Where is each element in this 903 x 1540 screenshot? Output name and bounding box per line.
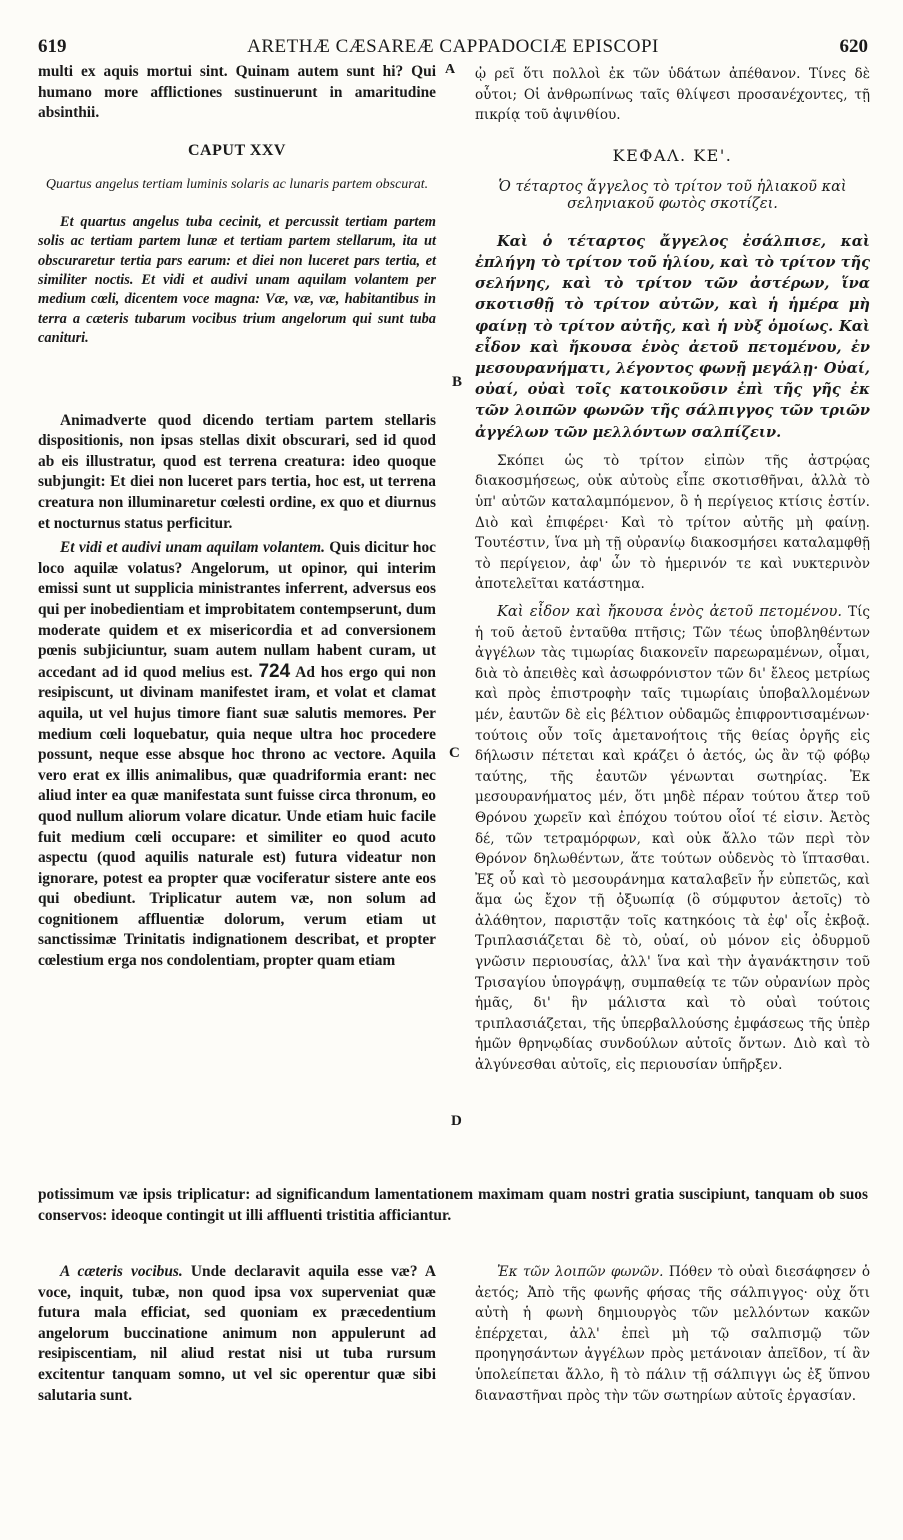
margin-mark-c: C bbox=[449, 745, 460, 761]
latin-paragraph-2-text-a: Quis dicitur hoc loco aquilæ volatus? Angelorum, ut opinor, qui interim emissi sunt ut supplicia ministrantes inferrent, adversus eos qui per inobedientiam et improbitatem contempserunt, dum moderate quidem et ex misericordia et ad conversionem pœnis subjiciuntur, suam autem nullam habent curam, ut accedant ad id quod melius est. bbox=[38, 539, 436, 681]
latin-paragraph-3 bbox=[38, 1262, 436, 1406]
running-title: ARETHÆ CÆSAREÆ CAPPADOCIÆ EPISCOPI bbox=[247, 36, 659, 57]
latin-caput-heading: CAPUT XXV bbox=[188, 141, 286, 159]
latin-lemma: Et quartus angelus tuba cecinit, et percussit tertiam partem solis ac tertiam partem lunæ et tertiam partem stellarum, ita ut obscuraretur tertia pars earum: et diei non luceret pars tertia, et similiter noctis. Et vidi et audivi unam aquilam volantem per medium cœli, dicentem voce magna: Væ, væ, væ, habitantibus in terra a cæteris tubarum vocibus trium angelorum qui sunt tuba canituri. bbox=[38, 213, 436, 347]
margin-mark-a: A bbox=[445, 62, 456, 77]
latin-paragraph-3-text: Unde declaravit aquila esse væ? A voce, inquit, tubæ, non quod ipsa vox superveniat quæ futura mala efficiat, sed quoniam ex præcedentium angelorum buccinatione animum non appulerunt ad resipiscentiam, nil aliud restat nisi ut tuba rursum excitentur tanquam somno, ut vel sic operentur quæ sibi salutaria sunt. bbox=[38, 1263, 436, 1404]
greek-paragraph-1: Σκόπει ὡς τὸ τρίτον εἰπὼν τῆς ἀστρῴας διακοσμήσεως, οὐκ αὐτοὺς εἶπε σκοτισθῆναι, ἀλλὰ τὸ ὑπ' αὐτῶν καταλαμπόμενον, ὃ ἡ περίγειος κτίσις ἐστίν. Διὸ καὶ ἐπιφέρει· Καὶ τὸ τρίτον αὐτῆς μὴ φαίνῃ. Τουτέστιν, ἵνα μὴ τῇ οὐρανίῳ διακοσμήσει καταλαμφθῇ τὸ περίγειον, ἀφ' ὧν τὸ ἡμερινόν τε καὶ νυκτερινὸν ἀποτελεῖται κατάστημα. bbox=[475, 452, 870, 593]
latin-paragraph-2-text-b: Ad hos ergo qui non resipiscunt, ut divinam manifestet iram, et volat et clamat aquila, ut vel hujus timore fiant suæ salutis memores. Per medium cœli loquebatur, quia neque ultra hoc procedere possunt, neque esse absque hoc throno ac vectore. Aquila vero erat ex illis animalibus, quæ quadriformia erant: nec aliud inter ea quæ manifestata sunt fuisse circa thronum, eo quod nullum aliorum volare dicatur. Unde etiam huic facile fuit medium cœli occupare: et similiter eo quod acuto aspectu (quod aquilis naturale est) futura videatur non ignorare, potest ea propter quæ vociferatur sistere ante eos qui obediunt. Triplicatur autem væ, non solum ad cognitionem affluentiæ dolorum, verum etiam ut sanctissimæ Trinitatis indignationem describat, et propter cœlestium erga nos condolentiam, propter quam etiam bbox=[38, 663, 436, 970]
latin-column bbox=[38, 62, 436, 972]
latin-full-width-line: potissimum væ ipsis triplicatur: ad significandum lamentationem maximam quam nostri gratia suscipiunt, tanquam ob suos conservos: ideoque contingit ut illi affluenti tristitia afficiantur. bbox=[38, 1186, 868, 1224]
greek-column bbox=[475, 64, 870, 1076]
greek-paragraph-3-text: Πόθεν τὸ οὐαὶ διεσάφησεν ὁ ἀετός; Ἀπὸ τῆς φωνῆς φήσας τῆς σάλπιγγος· οὐχ ὅτι αὐτὴ ἡ φωνὴ δημιουργὸς τῶν μελλόντων κακῶν ἐπέρχεται, ἀλλ' ἐπεὶ μὴ τῷ σαλπισμῷ τῶν προηγησάντων ἀγγέλων πρὸς μετάνοιαν ἀπεῖδον, τί ἂν ὑπολείπεται ἄλλο, ἢ τὸ πάλιν τῇ σάλπιγγι ὡς ἐξ ὕπνου διαναστῆναι πρὸς τὴν τῶν σωτηρίων αὐτοῖς ἐργασίαν. bbox=[475, 1264, 871, 1404]
latin-column-lower bbox=[38, 1262, 436, 1406]
greek-intro: ᾠ ρεῖ ὅτι πολλοὶ ἐκ τῶν ὑδάτων ἀπέθανον. Τίνες δὲ οὗτοι; Οἱ ἀνθρωπίνως ταῖς θλίψεσι προσανέχοντες, τῇ πικρίᾳ τοῦ ἀψινθίου. bbox=[475, 66, 870, 124]
margin-mark-b: B bbox=[452, 374, 463, 390]
latin-paragraph-3-lemma: A cæteris vocibus. bbox=[60, 1263, 183, 1280]
greek-paragraph-2-lemma: Καὶ εἶδον καὶ ἤκουσα ἑνὸς ἀετοῦ πετομένου. bbox=[497, 602, 843, 620]
page-number-right: 620 bbox=[839, 36, 868, 57]
greek-paragraph-2-text: Τίς ἡ τοῦ ἀετοῦ ἐνταῦθα πτῆσις; Τῶν τέως ὑποβληθέντων ἀγγέλων τὰς τιμωρίας διακονεῖν παρεωραμένων, οἶμαι, διὰ τὸ ἀπειθὲς καὶ ἀσωφρόνιστον τῶν δι' ἔλεος μετρίως καὶ πρὸς ἐπιστροφὴν ταῖς τιμωρίαις ὑποβαλλομένων μέν, ἑαυτῶν δὲ εἰς βέλτιον οὐδαμῶς ἐπιφροντισαμένων· τούτοις οὖν τοῖς ἀμετανοήτοις τῆς θείας ὀργῆς εἰς δήλωσιν πέτεται καὶ κράζει ὁ ἀετός, ὡς ἂν τῷ φόβῳ ταύτης, τῆς ἑαυτῶν γένωνται σωτηρίας. Ἐκ μεσουρανήματος μέν, ὅτι μηδὲ πέραν τούτου ἄτερ τοῦ Θρόνου χωρεῖν καὶ ἐπόχου τούτου οἷοί τέ εἰσιν. Ἀετὸς δέ, τῶν τετραμόρφων, καὶ οὐκ ἄλλο τῶν περὶ τὸν Θρόνον δηλωθέντων, ἅτε τούτων οὐδενὸς τὸ ἵπτασθαι. Ἐξ οὗ καὶ τὸ μεσουράνημα καταλαβεῖν ἦν εὐπετῶς, καὶ ἅμα ὡς ἔχον τῇ ὀξυωπίᾳ (ὃ σύμφυτον ἀετοῖς) τὸ ἀλάθητον, παριστᾷν τοῖς κατηκόοις τὰ ἐφ' οἷς ἐκβοᾷ. Τριπλασιάζεται δὲ τὸ, οὐαί, οὐ μόνον εἰς ὀδυρμοῦ γνῶσιν περιουσίας, ἀλλ' ἵνα καὶ τὴν ἀγανάκτησιν τοῦ Τρισαγίου ὑπογράψῃ, συμπαθείᾳ τε τῶν οὐρανίων πρὸς ἡμᾶς, δι' ἣν μάλιστα καὶ τὸ οὐαὶ τούτοις τριπλασιάζεται, τῆς ὑπερβαλλούσης ἐμφάσεως τῆς ὑπὲρ ἡμῶν θρηνῳδίας συνδούλων αὐτοῖς ὄντων. Διὸ καὶ τὸ ἀλγύνεσθαι αὐτοῖς, εἰς περιουσίαν ὑπῆρξεν. bbox=[475, 603, 871, 1074]
page-number-left: 619 bbox=[38, 36, 67, 57]
greek-chapter-summary: Ὁ τέταρτος ἄγγελος τὸ τρίτον τοῦ ἡλιακοῦ καὶ σεληνιακοῦ φωτὸς σκοτίζει. bbox=[498, 178, 847, 212]
latin-chapter-summary: Quartus angelus tertiam luminis solaris ac lunaris partem obscurat. bbox=[45, 176, 429, 192]
latin-paragraph-1: Animadverte quod dicendo tertiam partem stellaris dispositionis, non ipsas stellas dixit obscurari, sed id quod ab eis illustratur, quod est terrena creatura: ideo quoque subjungit: Et diei non luceret pars tertia, hoc est, ut terrena creatura non illuminaretur cœlesti ordine, ex quo et diurnus et nocturnus status perficitur. bbox=[38, 411, 436, 532]
latin-intro: multi ex aquis mortui sint. Quinam autem sunt hi? Qui humano more afflictiones sustinuerunt in amaritudine absinthii. bbox=[38, 63, 436, 122]
greek-paragraph-3 bbox=[475, 1262, 870, 1406]
greek-paragraph-3-lemma: Ἐκ τῶν λοιπῶν φωνῶν. bbox=[497, 1264, 664, 1280]
latin-paragraph-2 bbox=[38, 538, 436, 971]
greek-caput-heading: ΚΕΦΑΛ. ΚΕ'. bbox=[612, 145, 733, 165]
greek-paragraph-2 bbox=[475, 601, 870, 1076]
column-number: 724 bbox=[258, 660, 291, 682]
running-header bbox=[38, 36, 868, 62]
margin-mark-d: D bbox=[451, 1113, 462, 1129]
greek-lemma: Καὶ ὁ τέταρτος ἄγγελος ἐσάλπισε, καὶ ἐπλήγη τὸ τρίτον τοῦ ἡλίου, καὶ τὸ τρίτον τῆς σελήνης, καὶ τὸ τρίτον τῶν ἀστέρων, ἵνα σκοτισθῇ τὸ τρίτον αὐτῶν, καὶ ἡ ἡμέρα μὴ φαίνῃ τὸ τρίτον αὐτῆς, καὶ ἡ νὺξ ὁμοίως. Καὶ εἶδον καὶ ἤκουσα ἑνὸς ἀετοῦ πετομένου, ἐν μεσουρανήματι, λέγοντος φωνῇ μεγάλῃ· Οὐαί, οὐαί, οὐαὶ τοῖς κατοικοῦσιν ἐπὶ τῆς γῆς ἐκ τῶν λοιπῶν φωνῶν τῆς σάλπιγγος τῶν τριῶν ἀγγέλων τῶν μελλόντων σαλπίζειν. bbox=[475, 232, 870, 441]
greek-column-lower bbox=[475, 1262, 870, 1406]
latin-paragraph-2-lemma: Et vidi et audivi unam aquilam volantem. bbox=[60, 539, 325, 557]
